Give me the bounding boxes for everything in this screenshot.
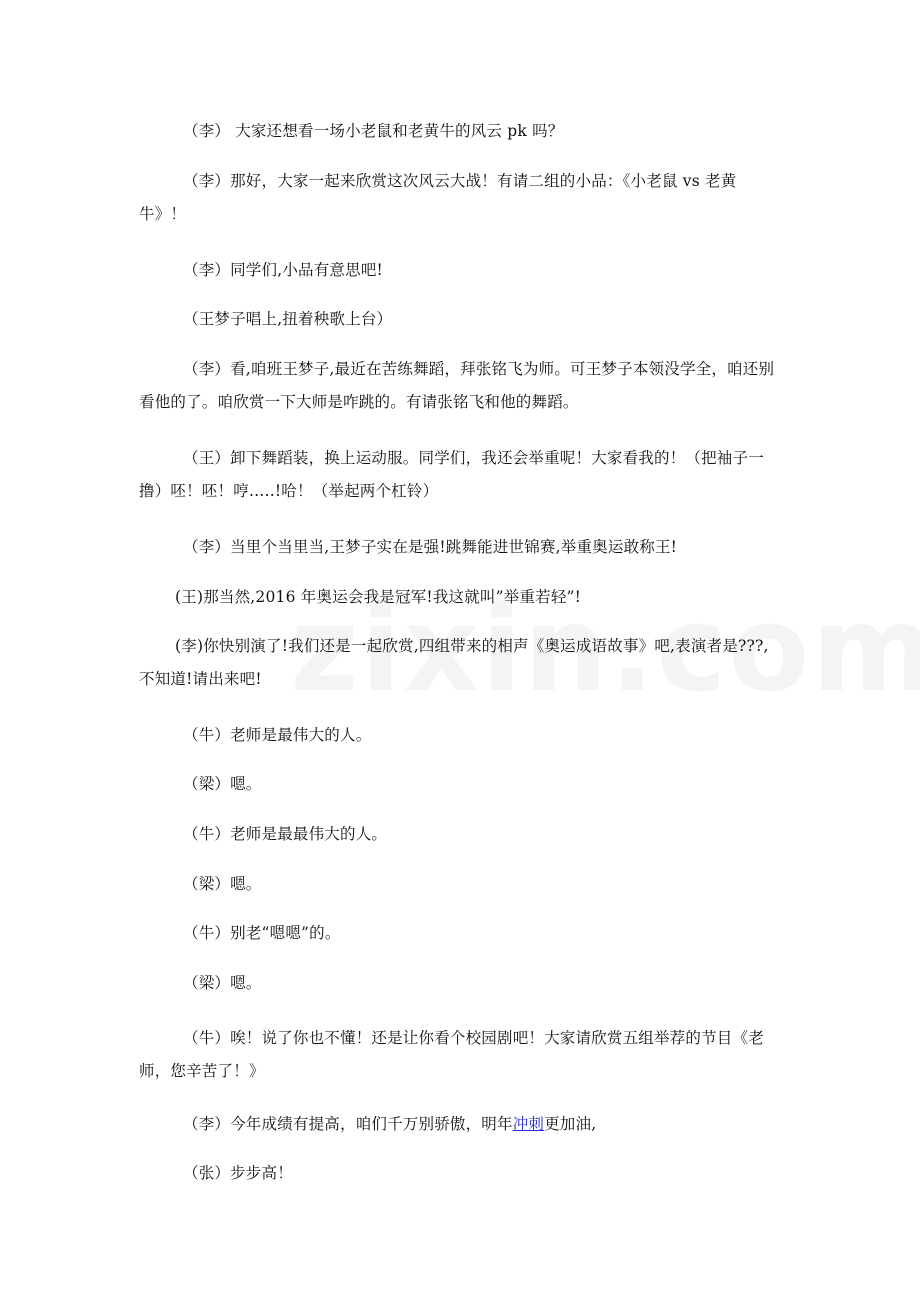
line: （李）当里个当里当,王梦子实在是强!跳舞能进世锦赛,举重奥运敢称王! xyxy=(183,538,678,556)
paragraph xyxy=(139,1108,789,1141)
paragraph xyxy=(139,818,789,851)
line: （王梦子唱上,扭着秧歌上台） xyxy=(183,310,393,328)
line: 不知道!请出来吧! xyxy=(139,670,262,688)
line: （王）卸下舞蹈装，换上运动服。同学们，我还会举重呢！大家看我的！（把袖子一 xyxy=(183,449,764,467)
line: 师，您辛苦了！》 xyxy=(139,1062,265,1080)
paragraph xyxy=(139,917,789,950)
line: （李） 大家还想看一场小老鼠和老黄牛的风云 pk 吗？ xyxy=(183,122,564,140)
line: （梁）嗯。 xyxy=(183,974,262,992)
line: (李)你快别演了!我们还是一起欣赏,四组带来的相声《奥运成语故事》吧,表演者是???, xyxy=(175,637,769,655)
line-text: （李）今年成绩有提高，咱们千万别骄傲，明年 xyxy=(183,1115,513,1133)
line: （张）步步高！ xyxy=(183,1164,293,1182)
paragraph xyxy=(139,165,789,231)
line: （李）看,咱班王梦子,最近在苦练舞蹈，拜张铭飞为师。可王梦子本领没学全，咱还别 xyxy=(183,360,775,378)
paragraph xyxy=(139,353,789,419)
paragraph xyxy=(139,442,789,508)
line: （李）同学们,小品有意思吧! xyxy=(183,261,383,279)
paragraph xyxy=(139,719,789,752)
line: （牛）唉！说了你也不懂！还是让你看个校园剧吧！大家请欣赏五组举荐的节目《老 xyxy=(183,1029,764,1047)
paragraph xyxy=(139,303,789,336)
paragraph xyxy=(139,630,789,696)
line: (王)那当然,2016 年奥运会我是冠军!我这就叫”举重若轻”! xyxy=(175,588,582,606)
line: （梁）嗯。 xyxy=(183,875,262,893)
paragraph xyxy=(139,254,789,287)
line xyxy=(139,1108,789,1141)
paragraph xyxy=(139,581,789,614)
paragraph xyxy=(139,967,789,1000)
line: 看他的了。咱欣赏一下大师是咋跳的。有请张铭飞和他的舞蹈。 xyxy=(139,393,579,411)
paragraph xyxy=(139,868,789,901)
paragraph xyxy=(139,1157,789,1190)
paragraph xyxy=(139,115,789,148)
line: 撸）呸！呸！哼…..!哈！（举起两个杠铃） xyxy=(139,482,439,500)
line: （李）那好，大家一起来欣赏这次风云大战！有请二组的小品：《小老鼠 vs 老黄 xyxy=(183,172,737,190)
line: （牛）老师是最最伟大的人。 xyxy=(183,825,388,843)
sprint-link[interactable]: 冲刺 xyxy=(512,1115,545,1133)
line: （梁）嗯。 xyxy=(183,775,262,793)
line: （牛）老师是最伟大的人。 xyxy=(183,726,372,744)
line-text: 更加油, xyxy=(544,1115,597,1133)
line: 牛》！ xyxy=(139,205,187,223)
paragraph xyxy=(139,1022,789,1088)
paragraph xyxy=(139,531,789,564)
paragraph xyxy=(139,768,789,801)
line: （牛）别老“嗯嗯”的。 xyxy=(183,924,341,942)
